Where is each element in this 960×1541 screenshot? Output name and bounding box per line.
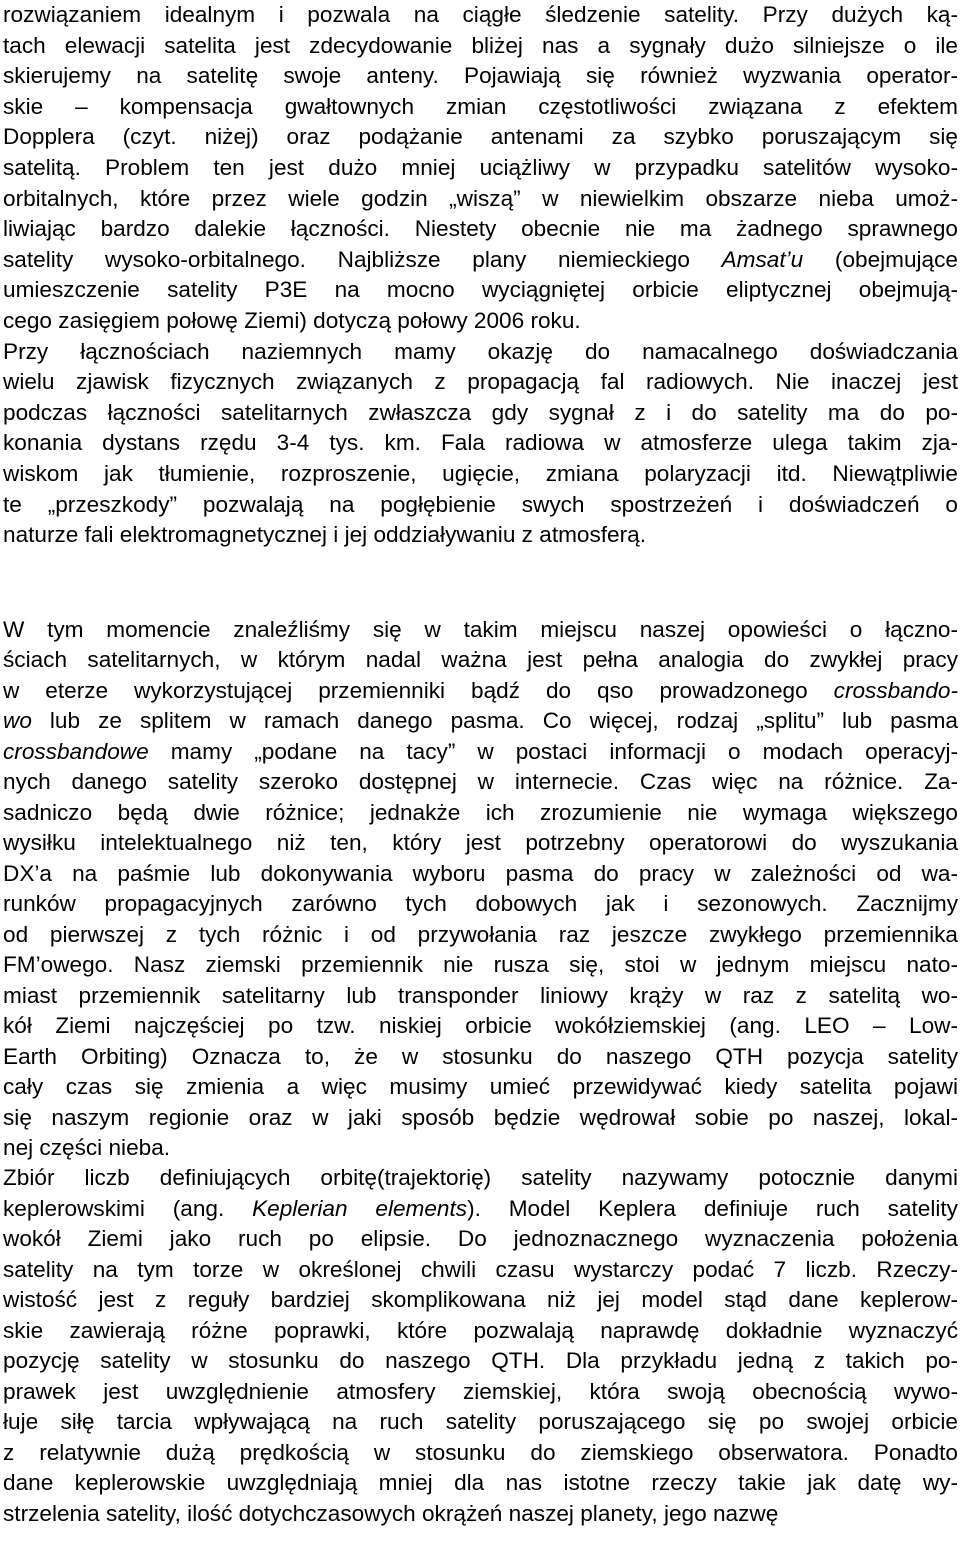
text-line — [3, 981, 958, 1011]
text-segment: cego zasięgiem połowę Ziemi) dotyczą połowy 2006 roku. — [3, 308, 581, 333]
text-line — [3, 184, 958, 214]
text-segment: kół Ziemi najczęściej po tzw. niskiej orbicie wokółziemskiej (ang. LEO – Low- — [3, 1013, 958, 1039]
text-segment: mamy „podane na tacy” w postaci informacji o modach operacyj- — [148, 738, 958, 764]
text-line — [3, 490, 958, 520]
text-segment: skierujemy na satelitę swoje anteny. Pojawiają się również wyzwania operator- — [3, 63, 958, 89]
text-segment: (obejmujące — [803, 246, 958, 272]
text-segment: tach elewacji satelita jest zdecydowanie bliżej nas a sygnały dużo silniejsze o ile — [3, 32, 958, 58]
text-segment: naturze fali elektromagnetycznej i jej oddziaływaniu z atmosferą. — [3, 522, 646, 548]
italic-text-segment: Keplerian elements — [252, 1195, 468, 1221]
text-line — [3, 1438, 958, 1468]
text-segment: runków propagacyjnych zarówno tych dobowych jak i sezonowych. Zacznijmy — [3, 891, 958, 917]
text-line — [3, 92, 958, 122]
italic-text-segment: crossbando- — [833, 677, 958, 703]
text-line — [3, 398, 958, 428]
text-line — [3, 306, 958, 336]
text-segment: DX’a na paśmie lub dokonywania wyboru pasma do pracy w zależności od wa- — [3, 860, 958, 886]
text-line — [3, 1194, 958, 1224]
text-line — [3, 367, 958, 397]
text-line — [3, 275, 958, 305]
text-line — [3, 1042, 958, 1072]
text-line — [3, 767, 958, 797]
italic-text-segment: wo — [3, 708, 32, 734]
text-line — [3, 0, 958, 30]
text-segment: lub ze splitem w ramach danego pasma. Co więcej, rodzaj „splitu” lub pasma — [31, 708, 958, 734]
text-segment: konania dystans rzędu 3-4 tys. km. Fala radiowa w atmosferze ulega takim zja- — [3, 430, 958, 456]
text-line — [3, 31, 958, 61]
text-line — [3, 1377, 958, 1407]
italic-text-segment: Amsat’u — [721, 246, 804, 272]
text-segment: satelity na tym torze w określonej chwili czasu wystarczy podać 7 liczb. Rzeczy- — [3, 1256, 958, 1282]
text-line — [3, 1103, 958, 1133]
text-segment: wokół Ziemi jako ruch po elipsie. Do jednoznacznego wyznaczenia położenia — [3, 1226, 958, 1252]
text-line — [3, 61, 958, 91]
text-segment: nej części nieba. — [3, 1134, 171, 1160]
text-line — [3, 1072, 958, 1102]
text-segment: od pierwszej z tych różnic i od przywołania raz jeszcze zwykłego przemiennika — [3, 921, 958, 947]
text-line — [3, 1468, 958, 1498]
text-segment: dane keplerowskie uwzględniają mniej dla nas istotne rzeczy takie jak datę wy- — [3, 1470, 958, 1496]
text-line — [3, 1499, 958, 1529]
text-segment: pozycję satelity w stosunku do naszego QTH. Dla przykładu jedną z takich po- — [3, 1348, 958, 1374]
text-segment: skie zawierają różne poprawki, które pozwalają naprawdę dokładnie wyznaczyć — [3, 1317, 958, 1343]
text-line — [3, 676, 958, 706]
text-segment: Przy łącznościach naziemnych mamy okazję do namacalnego doświadczania — [3, 338, 958, 364]
text-line — [3, 1255, 958, 1285]
text-segment: Zbiór liczb definiujących orbitę(trajektorię) satelity nazywamy potocznie danymi — [3, 1165, 958, 1191]
text-line — [3, 889, 958, 919]
text-line — [3, 122, 958, 152]
italic-text-segment: crossbandowe — [3, 738, 149, 764]
text-line — [3, 153, 958, 183]
text-line — [3, 920, 958, 950]
text-segment: miast przemiennik satelitarny lub transponder liniowy krąży w raz z satelitą wo- — [3, 982, 958, 1008]
text-segment: satelitą. Problem ten jest dużo mniej uciążliwy w przypadku satelitów wysoko- — [3, 155, 958, 180]
text-segment: satelity wysoko-orbitalnego. Najbliższe plany niemieckiego — [3, 246, 722, 272]
text-segment: W tym momencie znaleźliśmy się w takim miejscu naszej opowieści o łączno- — [3, 617, 958, 642]
text-segment: strzelenia satelity, ilość dotychczasowych okrążeń naszej planety, jego nazwę — [3, 1500, 779, 1526]
text-line — [3, 1133, 958, 1163]
text-line — [3, 615, 958, 645]
text-line — [3, 1163, 958, 1193]
text-segment: sadniczo będą dwie różnice; jednakże ich zrozumienie nie wymaga większego — [3, 799, 958, 825]
text-line — [3, 950, 958, 980]
text-segment: cały czas się zmienia a więc musimy umieć przewidywać kiedy satelita pojawi — [3, 1074, 958, 1100]
text-line — [3, 828, 958, 858]
text-segment: liwiając bardzo dalekie łączności. Niestety obecnie nie ma żadnego sprawnego — [3, 216, 958, 242]
text-line — [3, 1346, 958, 1376]
text-segment: keplerowskimi (ang. — [3, 1195, 253, 1221]
text-segment: ). Model Keplera definiuje ruch satelity — [467, 1195, 958, 1221]
text-segment: się naszym regionie oraz w jaki sposób będzie wędrował sobie po naszej, lokal- — [3, 1104, 958, 1130]
text-segment: prawek jest uwzględnienie atmosfery ziemskiej, która swoją obecnością wywo- — [3, 1378, 958, 1404]
text-segment: te „przeszkody” pozwalają na pogłębienie swych spostrzeżeń i doświadczeń o — [3, 491, 958, 517]
text-segment: rozwiązaniem idealnym i pozwala na ciągłe śledzenie satelity. Przy dużych ką- — [3, 2, 958, 27]
text-line — [3, 645, 958, 675]
text-segment: podczas łączności satelitarnych zwłaszcza gdy sygnał z i do satelity ma do po- — [3, 399, 958, 425]
text-segment: Dopplera (czyt. niżej) oraz podążanie antenami za szybko poruszającym się — [3, 124, 958, 150]
text-segment: wistość jest z reguły bardziej skomplikowana niż jej model stąd dane keplerow- — [3, 1287, 958, 1313]
text-segment: wysiłku intelektualnego niż ten, który jest potrzebny operatorowi do wyszukania — [3, 830, 958, 856]
text-line — [3, 1285, 958, 1315]
text-line — [3, 859, 958, 889]
text-segment: w eterze wykorzystującej przemienniki bądź do qso prowadzonego — [3, 677, 834, 703]
text-line — [3, 245, 958, 275]
text-segment: wiskom jak tłumienie, rozproszenie, ugięcie, zmiana polaryzacji itd. Niewątpliwie — [3, 461, 958, 486]
text-line — [3, 798, 958, 828]
text-line — [3, 337, 958, 367]
text-segment: Earth Orbiting) Oznacza to, że w stosunku do naszego QTH pozycja satelity — [3, 1043, 958, 1069]
text-line — [3, 1224, 958, 1254]
text-line — [3, 1316, 958, 1346]
text-segment: łuje siłę tarcia wpływającą na ruch satelity poruszającego się po swojej orbicie — [3, 1409, 958, 1435]
text-line — [3, 520, 958, 550]
text-segment: FM’owego. Nasz ziemski przemiennik nie rusza się, stoi w jednym miejscu nato- — [3, 952, 958, 978]
text-segment: skie – kompensacja gwałtownych zmian częstotliwości związana z efektem — [3, 93, 958, 119]
text-segment: umieszczenie satelity P3E na mocno wyciągniętej orbicie eliptycznej obejmują- — [3, 277, 958, 303]
text-line — [3, 428, 958, 458]
text-segment: ściach satelitarnych, w którym nadal ważna jest pełna analogia do zwykłej pracy — [3, 647, 958, 673]
text-segment: nych danego satelity szeroko dostępnej w internecie. Czas więc na różnice. Za- — [3, 769, 958, 795]
text-segment: orbitalnych, które przez wiele godzin „wiszą” w niewielkim obszarze nieba umoż- — [3, 185, 958, 211]
text-line — [3, 706, 958, 736]
text-line — [3, 1407, 958, 1437]
text-line — [3, 1011, 958, 1041]
text-line — [3, 737, 958, 767]
text-segment: wielu zjawisk fizycznych związanych z propagacją fal radiowych. Nie inaczej jest — [3, 369, 958, 395]
text-segment: z relatywnie dużą prędkością w stosunku do ziemskiego obserwatora. Ponadto — [3, 1439, 958, 1465]
text-line — [3, 214, 958, 244]
text-line — [3, 459, 958, 489]
